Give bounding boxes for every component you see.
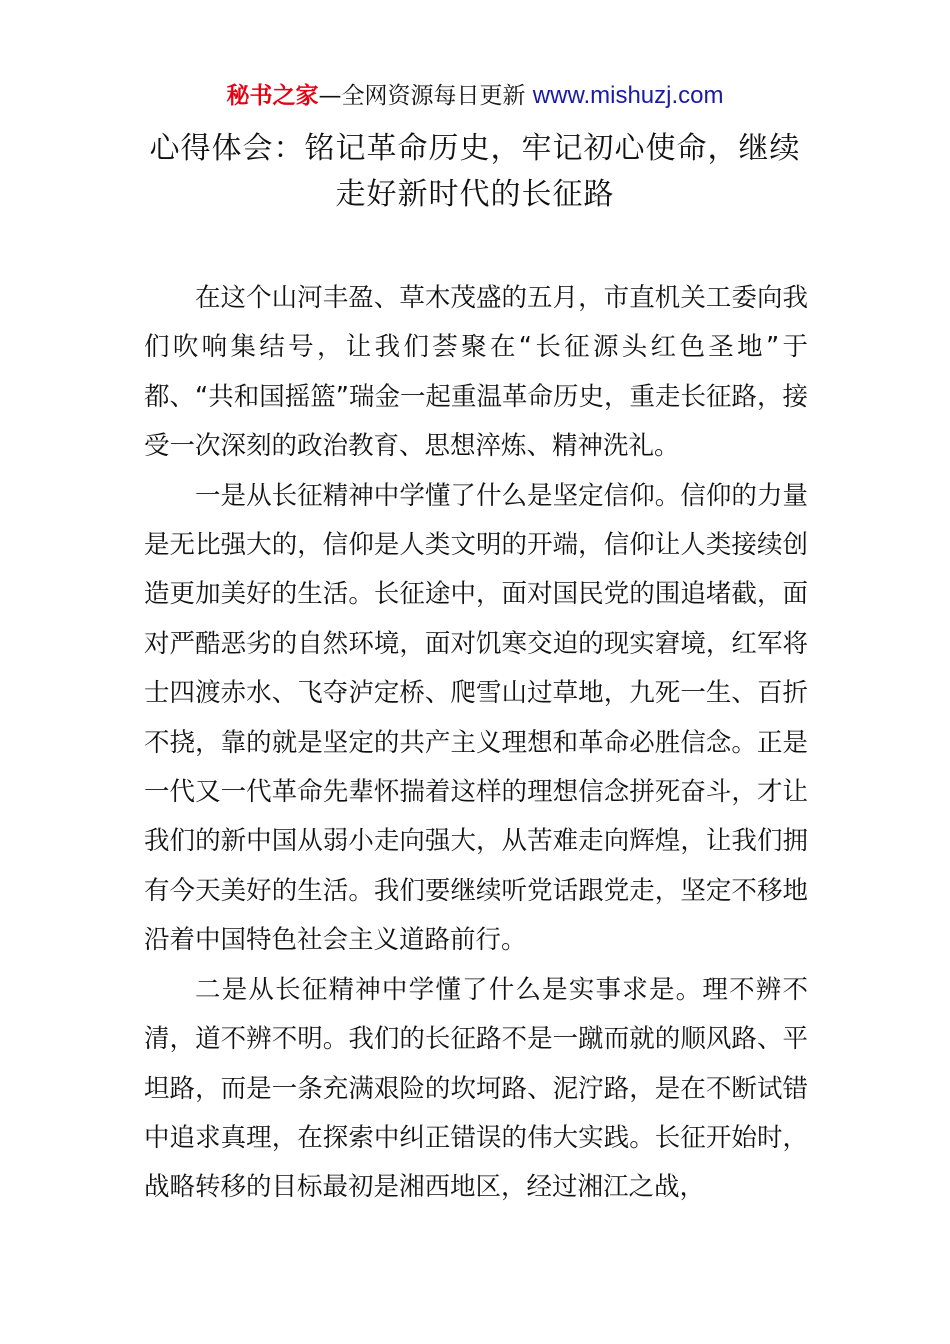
paragraph-intro: 在这个山河丰盈、草木茂盛的五月，市直机关工委向我们吹响集结号，让我们荟聚在“长征源头红色圣地”于都、“共和国摇篮”瑞金一起重温革命历史，重走长征路，接受一次深刻的政治教育、思想淬炼、精神洗礼。 <box>144 283 808 462</box>
document-body <box>144 274 808 1213</box>
site-slogan: —全网资源每日更新 <box>318 83 533 109</box>
site-name: 秘书之家 <box>226 83 319 109</box>
document-title: 心得体会：铭记革命历史，牢记初心使命，继续走好新时代的长征路 <box>149 131 801 212</box>
paragraph-faith: 一是从长征精神中学懂了什么是坚定信仰。信仰的力量是无比强大的，信仰是人类文明的开端，信仰让人类接续创造更加美好的生活。长征途中，面对国民党的围追堵截，面对严酷恶劣的自然环境，面对饥寒交迫的现实窘境，红军将士四渡赤水、飞夺泸定桥、爬雪山过草地，九死一生、百折不挠，靠的就是坚定的共产主义理想和革命必胜信念。正是一代又一代革命先辈怀揣着这样的理想信念拼死奋斗，才让我们的新中国从弱小走向强大，从苦难走向辉煌，让我们拥有今天美好的生活。我们要继续听党话跟党走，坚定不移地沿着中国特色社会主义道路前行。 <box>144 480 808 956</box>
site-header <box>0 80 950 112</box>
paragraph-truth: 二是从长征精神中学懂了什么是实事求是。理不辨不清，道不辨不明。我们的长征路不是一蹴而就的顺风路、平坦路，而是一条充满艰险的坎坷路、泥泞路，是在不断试错中追求真理，在探索中纠正错误的伟大实践。长征开始时，战略转移的目标最初是湘西地区，经过湘江之战， <box>144 974 808 1203</box>
site-url-link[interactable]: www.mishuzj.com <box>532 82 724 109</box>
